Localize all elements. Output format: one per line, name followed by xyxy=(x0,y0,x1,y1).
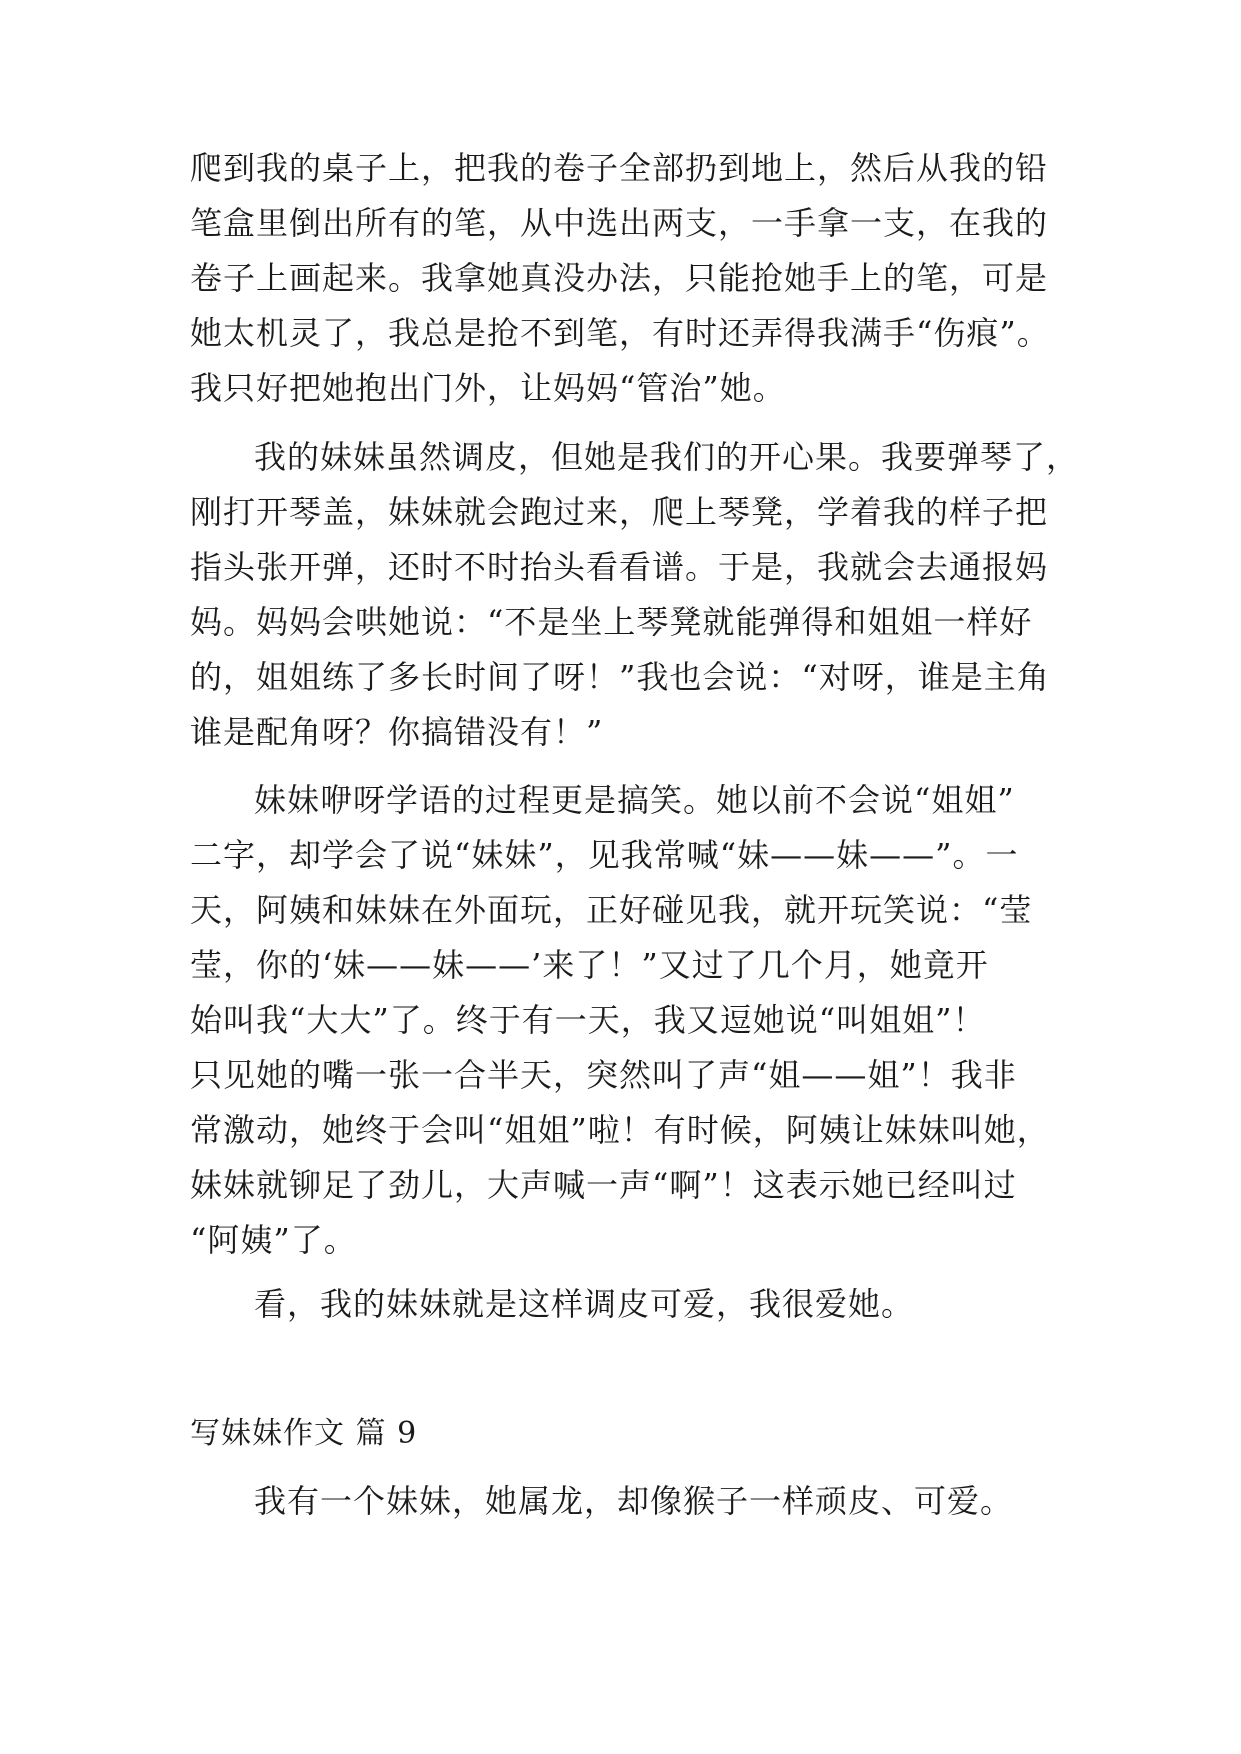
text-line: 爬到我的桌子上，把我的卷子全部扔到地上，然后从我的铅 xyxy=(190,149,1049,187)
text-line: 谁是配角呀？你搞错没有！” xyxy=(190,713,604,751)
text-line: 看，我的妹妹就是这样调皮可爱，我很爱她。 xyxy=(254,1285,915,1323)
text-line: 妹妹就铆足了劲儿，大声喊一声“啊”！这表示她已经叫过 xyxy=(190,1166,1017,1204)
text-line: 我有一个妹妹，她属龙，却像猴子一样顽皮、可爱。 xyxy=(254,1482,1014,1520)
text-line: 笔盒里倒出所有的笔，从中选出两支，一手拿一支，在我的 xyxy=(190,204,1049,242)
text-line: “阿姨”了。 xyxy=(190,1221,357,1259)
text-line: 妈。妈妈会哄她说：“不是坐上琴凳就能弹得和姐姐一样好 xyxy=(190,603,1033,641)
text-line: 刚打开琴盖，妹妹就会跑过来，爬上琴凳，学着我的样子把 xyxy=(190,493,1049,531)
text-line: 卷子上画起来。我拿她真没办法，只能抢她手上的笔，可是 xyxy=(190,259,1049,297)
text-line: 的，姐姐练了多长时间了呀！”我也会说：“对呀，谁是主角 xyxy=(190,658,1050,696)
text-line: 我只好把她抱出门外，让妈妈“管治”她。 xyxy=(190,369,786,407)
text-line: 只见她的嘴一张一合半天，突然叫了声“姐——姐”！我非 xyxy=(190,1056,1017,1094)
text-line: 始叫我“大大”了。终于有一天，我又逗她说“叫姐姐”！ xyxy=(190,1001,986,1039)
text-line: 莹，你的‘妹——妹——’来了！”又过了几个月，她竟开 xyxy=(190,946,989,984)
text-line: 常激动，她终于会叫“姐姐”啦！有时候，阿姨让妹妹叫她， xyxy=(190,1111,1050,1149)
text-line: 妹妹咿呀学语的过程更是搞笑。她以前不会说“姐姐” xyxy=(254,781,1015,819)
text-line: 二字，却学会了说“妹妹”，见我常喊“妹——妹——”。一 xyxy=(190,836,1019,874)
text-line: 天，阿姨和妹妹在外面玩，正好碰见我，就开玩笑说：“莹 xyxy=(190,891,1033,929)
section-heading: 写妹妹作文 篇 9 xyxy=(190,1416,418,1451)
text-line: 我的妹妹虽然调皮，但她是我们的开心果。我要弹琴了， xyxy=(254,438,1080,476)
text-line: 指头张开弹，还时不时抬头看看谱。于是，我就会去通报妈 xyxy=(190,548,1049,586)
text-line: 她太机灵了，我总是抢不到笔，有时还弄得我满手“伤痕”。 xyxy=(190,314,1050,352)
